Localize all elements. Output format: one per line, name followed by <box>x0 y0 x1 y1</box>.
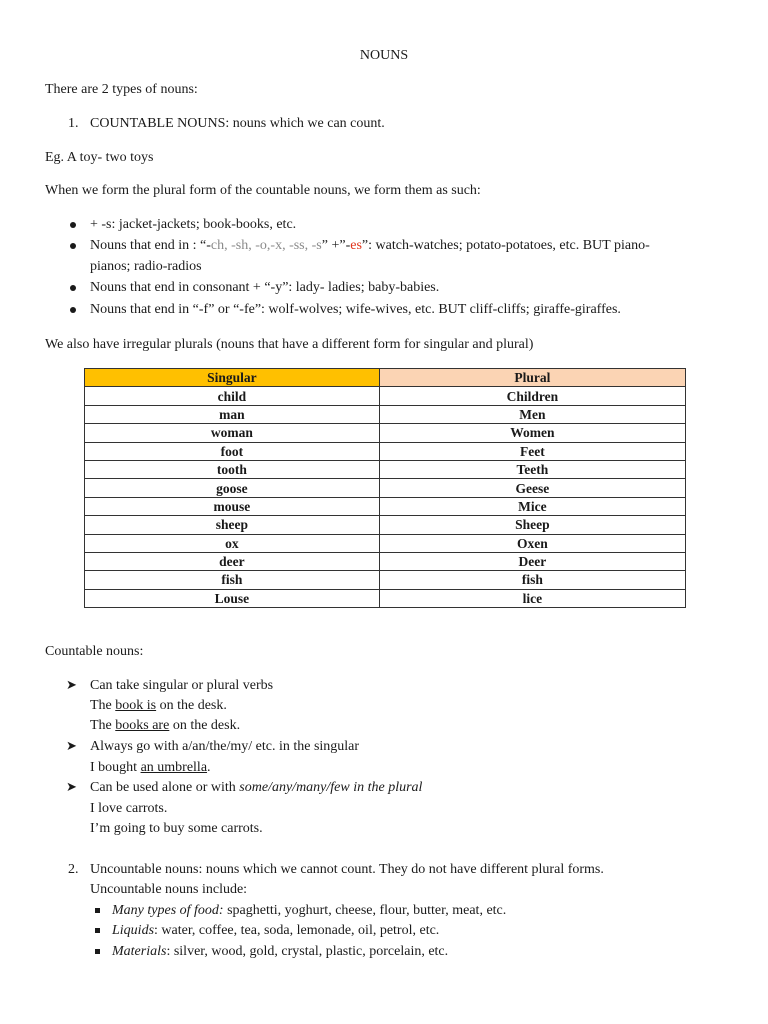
example-part: The <box>90 718 116 733</box>
bullet-icon <box>70 307 76 313</box>
singular-cell: mouse <box>85 497 380 515</box>
example-part: I bought <box>90 760 141 775</box>
item-label: Liquids <box>112 923 155 938</box>
example-part: on the desk. <box>156 698 227 713</box>
rule-2-endings: ch, -sh, -o,-x, -ss, -s <box>210 238 322 253</box>
irregular-plurals-table <box>84 368 686 608</box>
table-row <box>85 552 686 570</box>
singular-cell: child <box>85 387 380 405</box>
bullet-icon <box>70 222 76 228</box>
rule-2-part: Nouns that end in : “- <box>90 238 211 253</box>
countable-point-2: Always go with a/an/the/my/ etc. in the singular <box>90 739 360 754</box>
rule-2 <box>90 236 650 256</box>
singular-cell: foot <box>85 442 380 460</box>
example-sentence: I’m going to buy some carrots. <box>90 821 263 836</box>
example-underlined: book is <box>115 698 157 713</box>
example-underlined: an umbrella <box>140 760 208 775</box>
example-underlined: books are <box>115 718 170 733</box>
section-2-include: Uncountable nouns include: <box>90 882 248 897</box>
example-sentence <box>90 696 227 716</box>
plural-cell: Women <box>379 424 685 442</box>
plural-cell: Feet <box>379 442 685 460</box>
example-part: . <box>207 760 211 775</box>
plural-cell: fish <box>379 571 685 589</box>
example-part: The <box>90 698 116 713</box>
example-sentence <box>90 758 211 778</box>
section-2-heading: Uncountable nouns: nouns which we cannot count. They do not have different plural forms. <box>90 862 604 877</box>
arrow-bullet-icon: ➤ <box>66 739 77 754</box>
table-row <box>85 442 686 460</box>
page-title: NOUNS <box>359 48 409 63</box>
singular-cell: tooth <box>85 460 380 478</box>
square-bullet-icon <box>95 928 100 933</box>
table-header-row <box>85 369 686 387</box>
plural-intro: When we form the plural form of the countable nouns, we form them as such: <box>45 183 481 198</box>
table-row <box>85 460 686 478</box>
singular-cell: fish <box>85 571 380 589</box>
countable-heading: Countable nouns: <box>45 644 144 659</box>
section-1-heading: COUNTABLE NOUNS: nouns which we can count. <box>90 116 385 131</box>
plural-cell: Geese <box>379 479 685 497</box>
table-row <box>85 534 686 552</box>
table-row <box>85 589 686 607</box>
example-sentence: I love carrots. <box>90 801 168 816</box>
singular-cell: man <box>85 405 380 423</box>
irregular-intro: We also have irregular plurals (nouns that have a different form for singular and plural) <box>45 337 534 352</box>
countable-point-3 <box>90 778 422 798</box>
table-row <box>85 405 686 423</box>
section-2-number: 2. <box>68 862 79 877</box>
plural-cell: Sheep <box>379 516 685 534</box>
table-row <box>85 387 686 405</box>
rule-2-part: ”: watch-watches; potato-potatoes, etc. BUT piano- <box>361 238 650 253</box>
point-part: Can be used alone or with <box>90 780 240 795</box>
table-row <box>85 571 686 589</box>
uncountable-item-2 <box>112 921 439 941</box>
table-row <box>85 497 686 515</box>
table-row <box>85 424 686 442</box>
singular-cell: ox <box>85 534 380 552</box>
item-text: : water, coffee, tea, soda, lemonade, oil, petrol, etc. <box>154 923 440 938</box>
item-label: Materials <box>112 944 167 959</box>
square-bullet-icon <box>95 949 100 954</box>
rule-2-continued: pianos; radio-radios <box>90 259 202 274</box>
plural-cell: Men <box>379 405 685 423</box>
plural-cell: Teeth <box>379 460 685 478</box>
arrow-bullet-icon: ➤ <box>66 780 77 795</box>
countable-point-1: Can take singular or plural verbs <box>90 678 274 693</box>
plural-cell: Children <box>379 387 685 405</box>
uncountable-item-1 <box>112 901 506 921</box>
point-italic: some/any/many/few in the plural <box>239 780 423 795</box>
table-row <box>85 479 686 497</box>
item-text: : silver, wood, gold, crystal, plastic, porcelain, etc. <box>166 944 449 959</box>
arrow-bullet-icon: ➤ <box>66 678 77 693</box>
singular-cell: deer <box>85 552 380 570</box>
item-label: Many types of food: <box>112 903 224 918</box>
rule-2-part: ” +”- <box>321 238 351 253</box>
rule-1: + -s: jacket-jackets; book-books, etc. <box>90 217 297 232</box>
plural-cell: Mice <box>379 497 685 515</box>
singular-cell: woman <box>85 424 380 442</box>
singular-cell: Louse <box>85 589 380 607</box>
square-bullet-icon <box>95 908 100 913</box>
column-header-plural: Plural <box>379 369 685 387</box>
example-text: Eg. A toy- two toys <box>45 150 154 165</box>
example-sentence <box>90 716 240 736</box>
section-1-number: 1. <box>68 116 79 131</box>
example-part: on the desk. <box>169 718 241 733</box>
bullet-icon <box>70 285 76 291</box>
bullet-icon <box>70 243 76 249</box>
rule-2-suffix: es <box>350 238 362 253</box>
singular-cell: sheep <box>85 516 380 534</box>
plural-cell: Oxen <box>379 534 685 552</box>
uncountable-item-3 <box>112 942 448 962</box>
rule-4: Nouns that end in “-f” or “-fe”: wolf-wolves; wife-wives, etc. BUT cliff-cliffs; giraffe-giraffes. <box>90 302 621 317</box>
intro-text: There are 2 types of nouns: <box>45 82 198 97</box>
plural-cell: Deer <box>379 552 685 570</box>
table-row <box>85 516 686 534</box>
plural-cell: lice <box>379 589 685 607</box>
rule-3: Nouns that end in consonant + “-y”: lady- ladies; baby-babies. <box>90 280 440 295</box>
singular-cell: goose <box>85 479 380 497</box>
column-header-singular: Singular <box>85 369 380 387</box>
item-text: spaghetti, yoghurt, cheese, flour, butter, meat, etc. <box>223 903 507 918</box>
